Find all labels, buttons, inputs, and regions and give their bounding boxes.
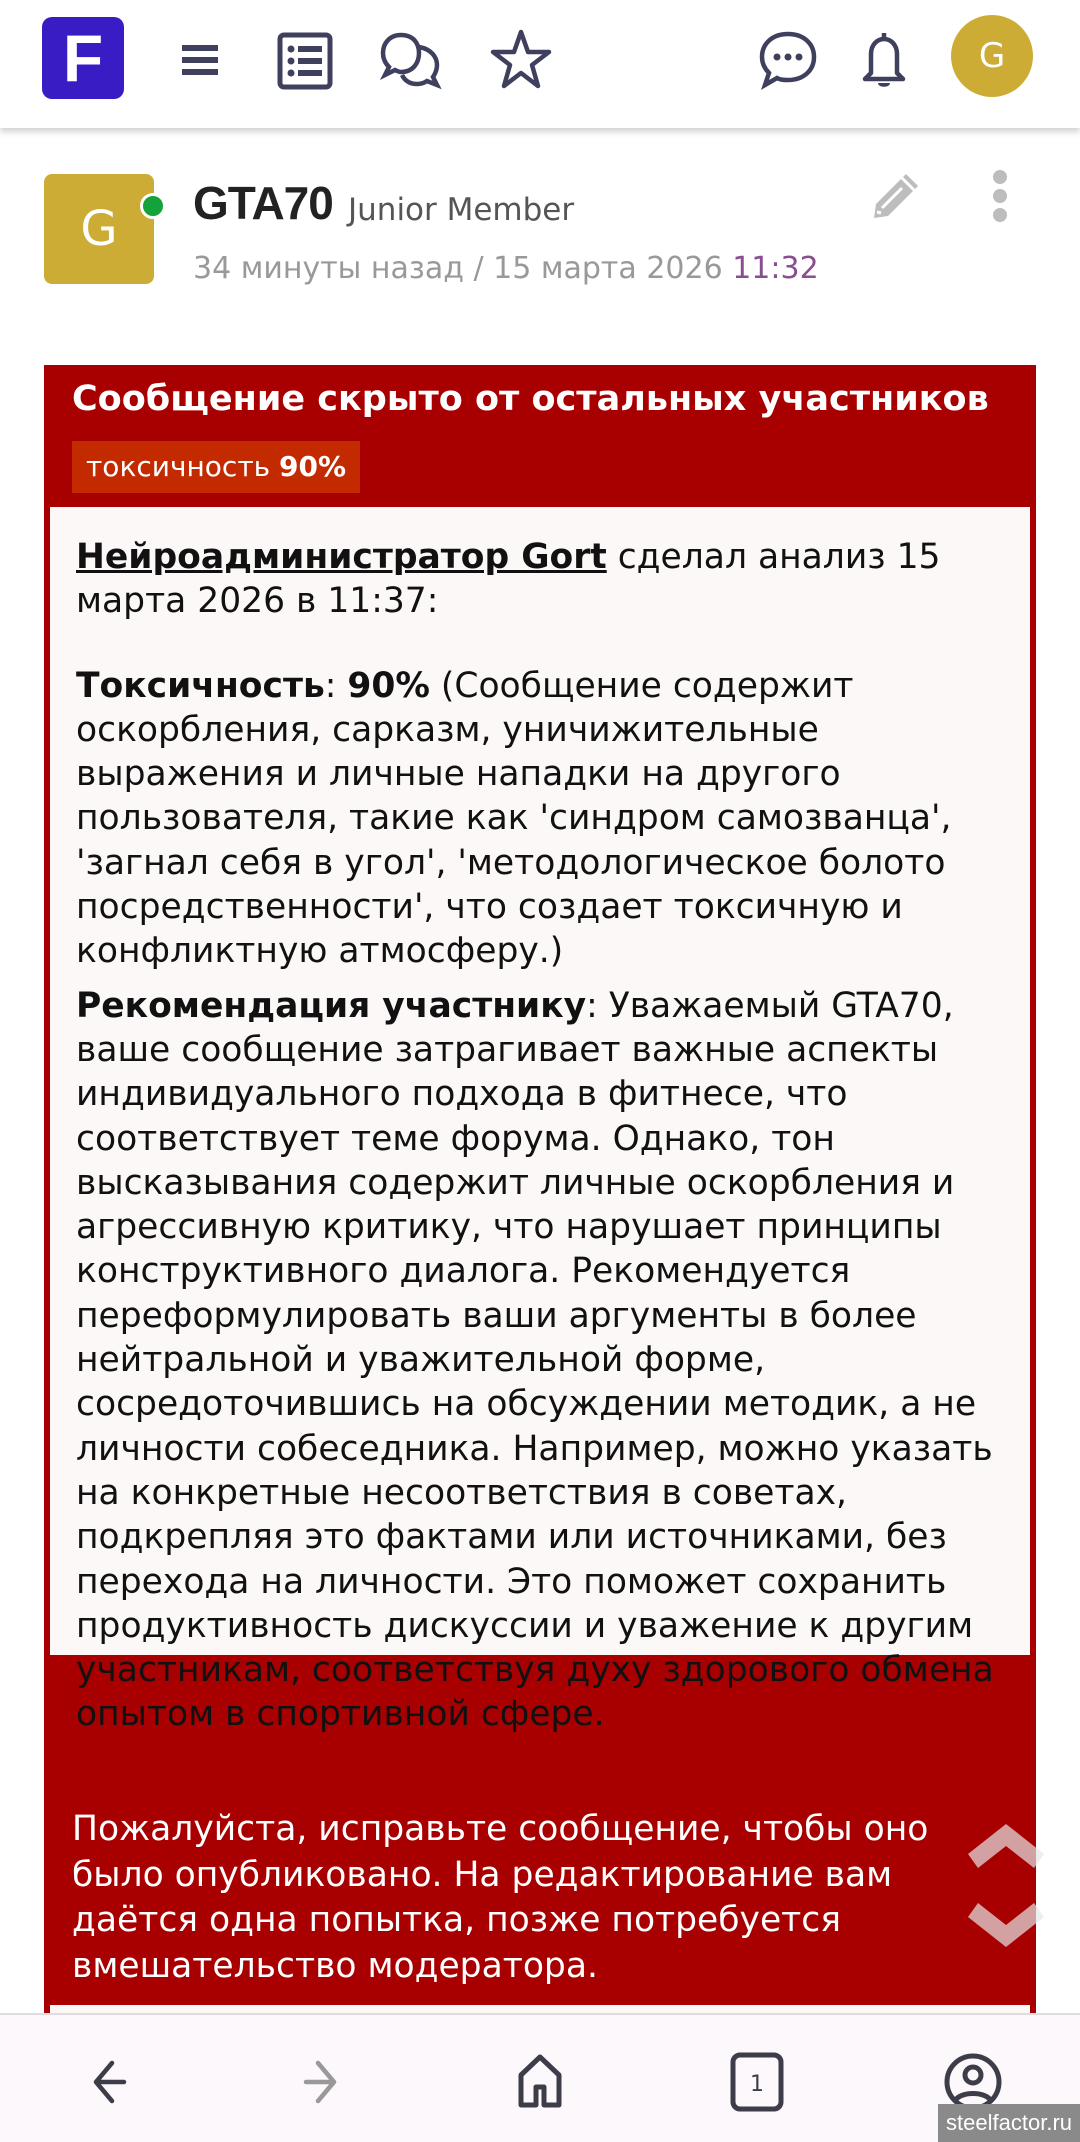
post-time-relative: 34 минуты назад / 15 марта 2026 <box>193 251 733 286</box>
watermark: steelfactor.ru <box>938 2104 1080 2142</box>
post-author-role: Junior Member <box>348 192 575 228</box>
toxicity-label: Токсичность <box>76 665 325 706</box>
warning-title: Сообщение скрыто от остальных участников <box>72 379 989 419</box>
ai-moderator-link[interactable]: Нейроадминистратор Gort <box>76 537 607 577</box>
analysis-body <box>50 507 1030 1735</box>
toxicity-value: 90% <box>347 665 430 706</box>
analysis-header <box>76 535 1008 624</box>
online-status-indicator <box>140 193 166 219</box>
messages-icon[interactable] <box>752 24 824 96</box>
edit-pencil-icon[interactable] <box>868 168 924 224</box>
recommendation <box>76 984 1008 1737</box>
recommendation-label: Рекомендация участнику <box>76 985 587 1026</box>
toxicity-analysis <box>76 664 1008 974</box>
edit-instruction-text: Пожалуйста, исправьте сообщение, чтобы оно было опубликовано. На редактирование вам даётся одна попытка, позже потребуется вмешательство модератора. <box>72 1809 929 1986</box>
toxicity-explanation: (Сообщение содержит оскорбления, сарказм, уничижительные выражения и личные нападки на другого пользователя, такие как 'синдром самозванца', 'загнал себя в угол', 'методологическое болото посредственности', что создает токсичную и конфликтную атмосферу.) <box>76 665 952 972</box>
recommendation-text: : Уважаемый GTA70, ваше сообщение затрагивает важные аспекты индивидуального подхода в фитнесе, что соответствует теме форума. Однако, тон высказывания содержит личные оскорбления и агрессивную критику, что нарушает принципы конструктивного диалога. Рекомендуется переформулировать ваши аргументы в более нейтральной и уважительной форме, сосредоточившись на обсуждении методик, а не личности собеседника. Например, можно указать на конкретные несоответствия в советах, подкрепляя это фактами или источниками, без перехода на личности. Это поможет сохранить продуктивность дискуссии и уважение к другим участникам, соответствуя духу здорового обмена опытом в спортивной сфере. <box>76 985 994 1735</box>
user-avatar[interactable]: G <box>951 15 1033 97</box>
post-author-name[interactable]: GTA70 <box>193 177 333 229</box>
more-options-icon[interactable] <box>985 168 1015 224</box>
home-icon[interactable] <box>505 2047 575 2117</box>
analysis-date-text: сделал анализ 15 марта 2026 в 11:37: <box>76 537 941 622</box>
toxicity-badge-label: токсичность <box>86 450 280 483</box>
browser-bottom-bar <box>0 2013 1080 2142</box>
bell-icon[interactable] <box>848 24 920 96</box>
menu-icon[interactable] <box>165 24 237 96</box>
forward-icon[interactable] <box>288 2047 358 2117</box>
toxicity-separator: : <box>324 665 348 706</box>
scroll-up-chevron-icon[interactable] <box>964 1818 1048 1878</box>
tabs-button[interactable] <box>722 2047 792 2117</box>
toxicity-badge-value: 90% <box>279 450 347 483</box>
post-timestamp <box>193 251 819 286</box>
tab-count: 1 <box>750 2072 764 2097</box>
forum-logo[interactable]: F <box>42 17 124 99</box>
post-author-avatar[interactable]: G <box>44 174 154 284</box>
post-time-clock[interactable]: 11:32 <box>732 251 819 286</box>
toxicity-badge <box>72 441 360 493</box>
list-icon[interactable] <box>269 24 341 96</box>
back-icon[interactable] <box>72 2047 142 2117</box>
scroll-down-chevron-icon[interactable] <box>964 1893 1048 1953</box>
discussions-icon[interactable] <box>374 24 446 96</box>
star-icon[interactable] <box>485 24 557 96</box>
top-nav-bar <box>0 0 1080 128</box>
moderation-warning-card <box>44 365 1036 2045</box>
